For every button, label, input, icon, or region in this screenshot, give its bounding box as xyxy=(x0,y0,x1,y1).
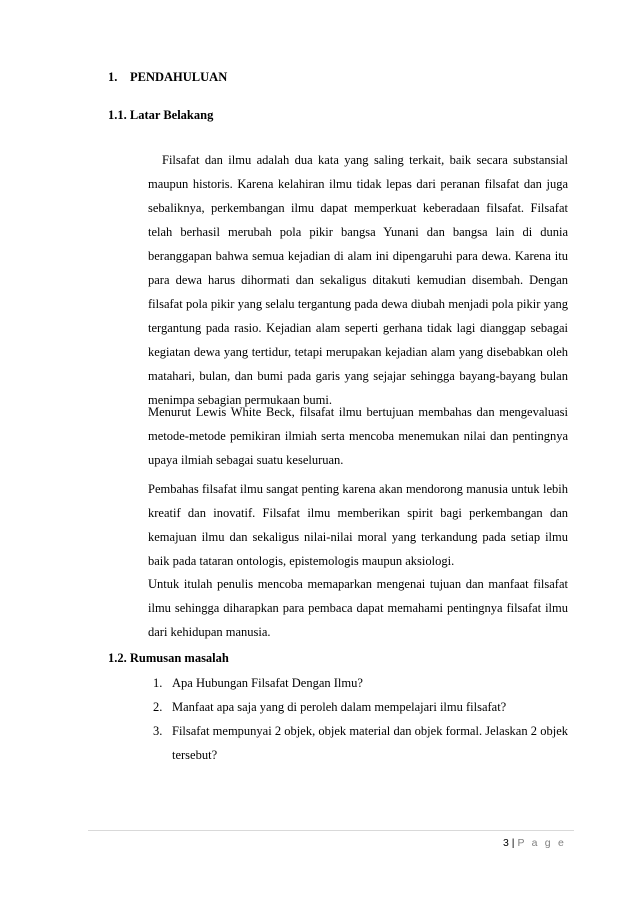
page-footer xyxy=(503,837,566,849)
paragraph-4: Untuk itulah penulis mencoba memaparkan mengenai tujuan dan manfaat filsafat ilmu sehingga diharapkan para pembaca dapat memahami pentingnya filsafat ilmu dari kehidupan manusia. xyxy=(148,577,568,639)
chapter-heading xyxy=(108,70,227,85)
section-heading-latar-belakang: 1.1. Latar Belakang xyxy=(108,108,214,122)
footer-divider xyxy=(88,830,574,831)
list-item: 2. Manfaat apa saja yang di peroleh dalam mempelajari ilmu filsafat? xyxy=(153,700,507,714)
list-item: 1. Apa Hubungan Filsafat Dengan Ilmu? xyxy=(153,676,363,690)
paragraph-3: Pembahas filsafat ilmu sangat penting karena akan mendorong manusia untuk lebih kreatif dan inovatif. Filsafat ilmu memberikan spirit bagi perkembangan dan kemajuan ilmu dan sekaligus nilai-nilai moral yang terkandung pada setiap ilmu baik pada tataran ontologis, epistemologis maupun aksiologi. xyxy=(148,482,568,568)
paragraph-2: Menurut Lewis White Beck, filsafat ilmu bertujuan membahas dan mengevaluasi metode-metode pemikiran ilmiah serta mencoba menemukan nilai dan pentingnya upaya ilmiah sebagai suatu keseluruan. xyxy=(148,405,568,467)
footer-separator: | xyxy=(511,837,515,849)
problem-list xyxy=(150,671,568,767)
chapter-title: PENDAHULUAN xyxy=(130,70,228,84)
paragraph-1: Filsafat dan ilmu adalah dua kata yang saling terkait, baik secara substansial maupun historis. Karena kelahiran ilmu tidak lepas dari peranan filsafat dan juga sebaliknya, perkembangan ilmu dapat memperkuat keberadaan filsafat. Filsafat telah berhasil merubah pola pikir bangsa Yunani dan bangsa lain di dunia beranggapan bahwa semua kejadian di alam ini dipengaruhi para dewa. Karena itu para dewa harus dihormati dan sekaligus ditakuti kemudian disembah. Dengan filsafat pola pikir yang selalu tergantung pada dewa diubah menjadi pola pikir yang tergantung pada rasio. Kejadian alam seperti gerhana tidak lagi dianggap sebagai kegiatan dewa yang tertidur, tetapi merupakan kejadian alam yang disebabkan oleh matahari, bulan, dan bumi pada garis yang sejajar sehingga bayang-bayang bulan menimpa sebagian permukaan bumi. xyxy=(148,153,568,407)
page-label: P a g e xyxy=(517,837,566,849)
chapter-number: 1. xyxy=(108,70,118,84)
list-item: 3. Filsafat mempunyai 2 objek, objek material dan objek formal. Jelaskan 2 objek tersebut? xyxy=(153,724,568,762)
section-heading-rumusan-masalah: 1.2. Rumusan masalah xyxy=(108,651,229,665)
page-number: 3 xyxy=(502,837,509,849)
